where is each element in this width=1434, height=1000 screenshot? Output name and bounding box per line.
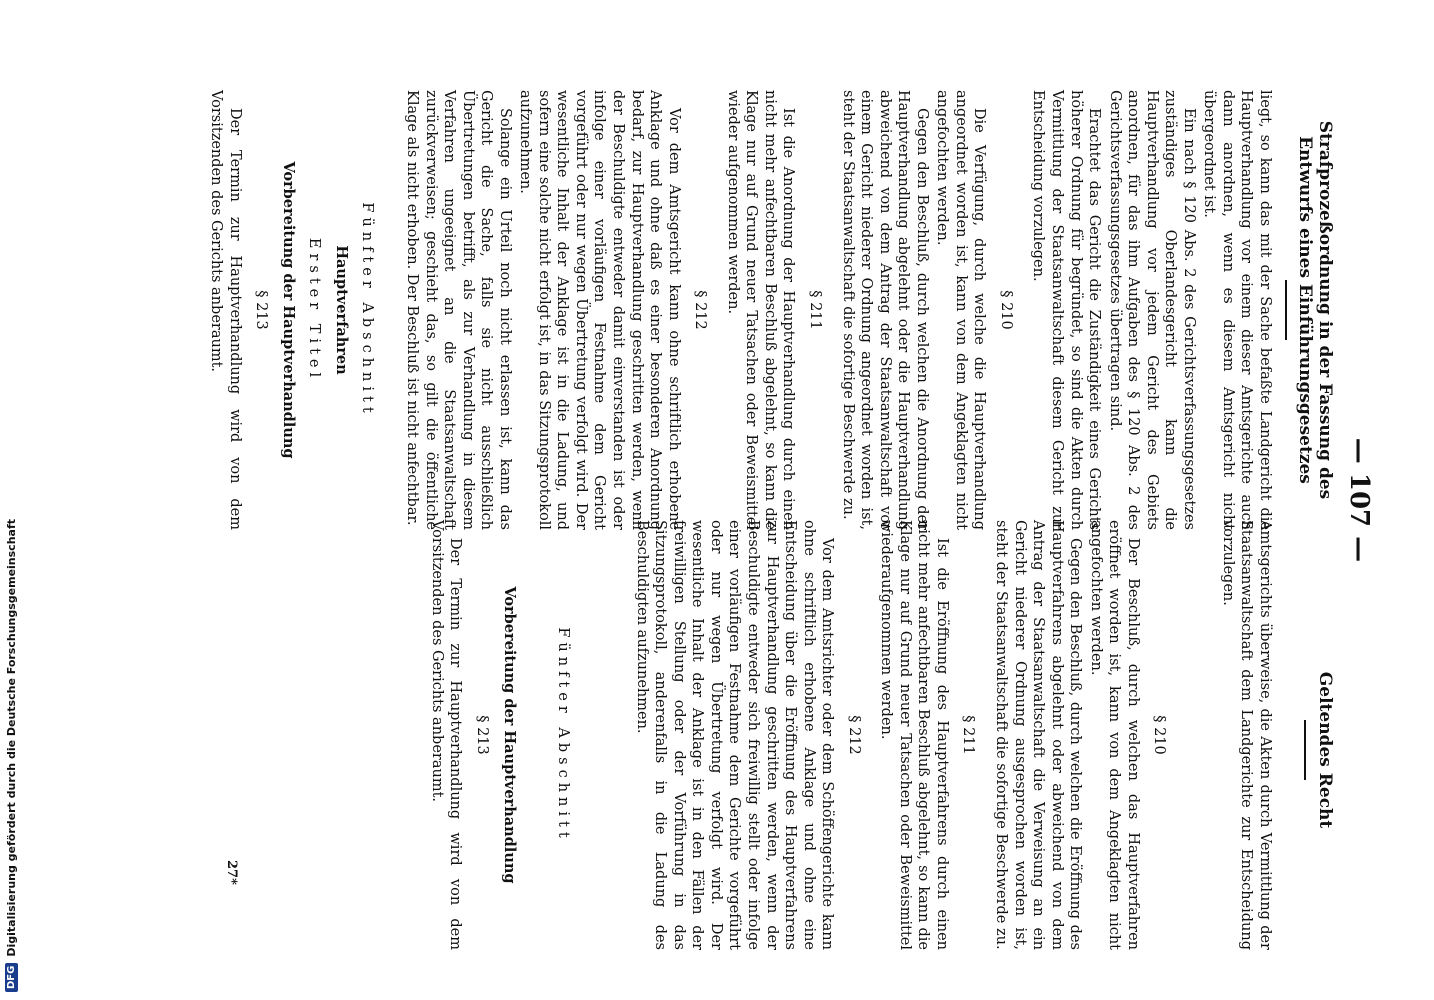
paragraph: Die Verfügung, durch welche die Hauptverhandlung angeordnet worden ist, kann von dem Angeklagten nicht angefochten werden. [934,90,988,530]
part-heading: Fünfter Abschnitt [555,627,572,843]
section-heading: § 212 [845,715,862,755]
title-subheading: Vorbereitung der Hauptverhandlung [500,586,518,884]
paragraph: Gegen den Beschluß, durch welchen die Eröffnung des Hauptverfahrens abgelehnt oder abweichend von dem Antrag der Staatsanwaltschaft die Verweisung an ein Gericht niederer Ordnung ausgesprochen worden ist, steht der Staatsanwaltschaft die sofortige Beschwerde zu. [992,520,1084,950]
paragraph: Gegen den Beschluß, durch welchen die Anordnung der Hauptverhandlung abgelehnt oder die Hauptverhandlung abweichend von dem Antrag der Staatsanwaltschaft vor einem Gericht niederer Ordnung angeordnet worden ist, steht der Staatsanwaltschaft die sofortige Beschwerde zu. [839,90,930,530]
paragraph: liegt, so kann das mit der Sache befaßte Landgericht die Hauptverhandlung vor einem dieser Amtsgerichte auch dann anordnen, wenn es diesem Amtsgericht nicht übergeordnet ist. [1201,90,1273,530]
heading-rule [1285,280,1287,340]
paragraph: Ein nach § 120 Abs. 2 des Gerichtsverfassungsgesetzes zuständiges Oberlandesgericht kann die Hauptverhandlung vor jedem Gericht des Gebiets anordnen, für das ihm Aufgaben des § 120 Abs. 2 des Gerichtsverfassungsgesetzes übertragen sind. [1106,90,1197,530]
title-heading: Erster Titel [306,237,323,383]
heading-rule [1304,720,1306,780]
section-heading: § 210 [997,290,1014,330]
title-subheading: Vorbereitung der Hauptverhandlung [279,161,297,459]
paragraph: Der Termin zur Hauptverhandlung wird von dem Vorsitzenden des Gerichts anberaumt. [428,520,464,950]
digitization-notice [0,0,22,1000]
paragraph: Vor dem Amtsrichter oder dem Schöffengerichte kann ohne schriftlich erhobene Anklage und ohne eine Entscheidung über die Eröffnung des Hauptverfahrens zur Hauptverhandlung geschritten werden, wenn der Beschuldigte entweder sich freiwillig stellt oder infolge einer vorläufigen Festnahme dem Gerichte vorgeführt oder nur wegen Übertretung verfolgt wird. Der wesentliche Inhalt der Anklage ist in den Fällen der freiwilligen Stellung oder der Vorführung in das Sitzungsprotokoll, anderenfalls in die Ladung des Beschuldigten aufzunehmen. [633,520,836,950]
section-heading: § 213 [474,715,491,755]
paragraph: Vor dem Amtsgericht kann ohne schriftlich erhobene Anklage und ohne daß es einer besonderen Anordnung bedarf, zur Hauptverhandlung geschritten werden, wenn der Beschuldigte entweder damit einverstanden ist oder infolge einer vorläufigen Festnahme dem Gericht vorgeführt oder nur wegen Übertretung verfolgt wird. Der wesentliche Inhalt der Anklage ist in die Ladung, und sofern eine solche nicht erfolgt ist, in das Sitzungsprotokoll aufzunehmen. [517,90,682,530]
section-heading: § 210 [1151,715,1168,755]
paragraph: Erachtet das Gericht die Zuständigkeit eines Gerichts höherer Ordnung für begründet, so sind die Akten durch Vermittlung der Staatsanwaltschaft diesem Gericht zur Entscheidung vorzulegen. [1030,90,1103,530]
section-heading: § 212 [692,290,709,330]
paragraph: Der Beschluß, durch welchen das Hauptverfahren eröffnet worden ist, kann von dem Angeklagten nicht angefochten werden. [1087,520,1141,950]
section-heading: § 213 [253,290,270,330]
left-column [205,90,1274,530]
part-heading: Fünfter Abschnitt [359,202,376,418]
dfg-logo: DFG [5,963,18,992]
right-column [425,520,1274,950]
paragraph: Amtsgerichts überweise, die Akten durch Vermittlung der Staatsanwaltschaft dem Landgerichte zur Entscheidung vorzulegen. [1219,520,1273,950]
part-title: Hauptverfahren [332,245,350,375]
right-column-heading [1304,560,1334,940]
paragraph: Solange ein Urteil noch nicht erlassen ist, kann das Gericht die Sache, falls sie nicht ausschließlich Übertretungen betrifft, als zur Verhandlung in diesem Verfahren ungeeignet an die Staatsanwaltschaft zurückverweisen; geschieht das, so gilt die öffentliche Klage als nicht erhoben. Der Beschluß ist nicht anfechtbar. [404,90,513,530]
paragraph: Der Termin zur Hauptverhandlung wird von dem Vorsitzenden des Gerichts anberaumt. [208,90,243,530]
paragraph: Ist die Anordnung der Hauptverhandlung durch einen nicht mehr anfechtbaren Beschluß abgelehnt, so kann die Klage nur auf Grund neuer Tatsachen oder Beweismittel wieder aufgenommen werden. [724,90,797,530]
sheet-signature: 27* [224,860,239,885]
page-number: — 107 — [1344,437,1374,563]
paragraph: Ist die Eröffnung des Hauptverfahrens durch einen nicht mehr anfechtbaren Beschluß abgelehnt, so kann die Klage nur auf Grund neuer Tatsachen oder Beweismittel wiederaufgenommen werden. [878,520,950,950]
section-heading: § 211 [960,715,977,755]
section-heading: § 211 [806,290,823,330]
left-heading-text: Strafprozeßordnung in der Fassung des Entwurfs eines Einführungsgesetzes [1295,120,1335,500]
left-column-heading [1285,90,1334,530]
digitization-text: Digitalisierung gefördert durch die Deutsche Forschungsgemeinschaft [4,518,18,957]
right-heading-text: Geltendes Recht [1315,671,1335,829]
